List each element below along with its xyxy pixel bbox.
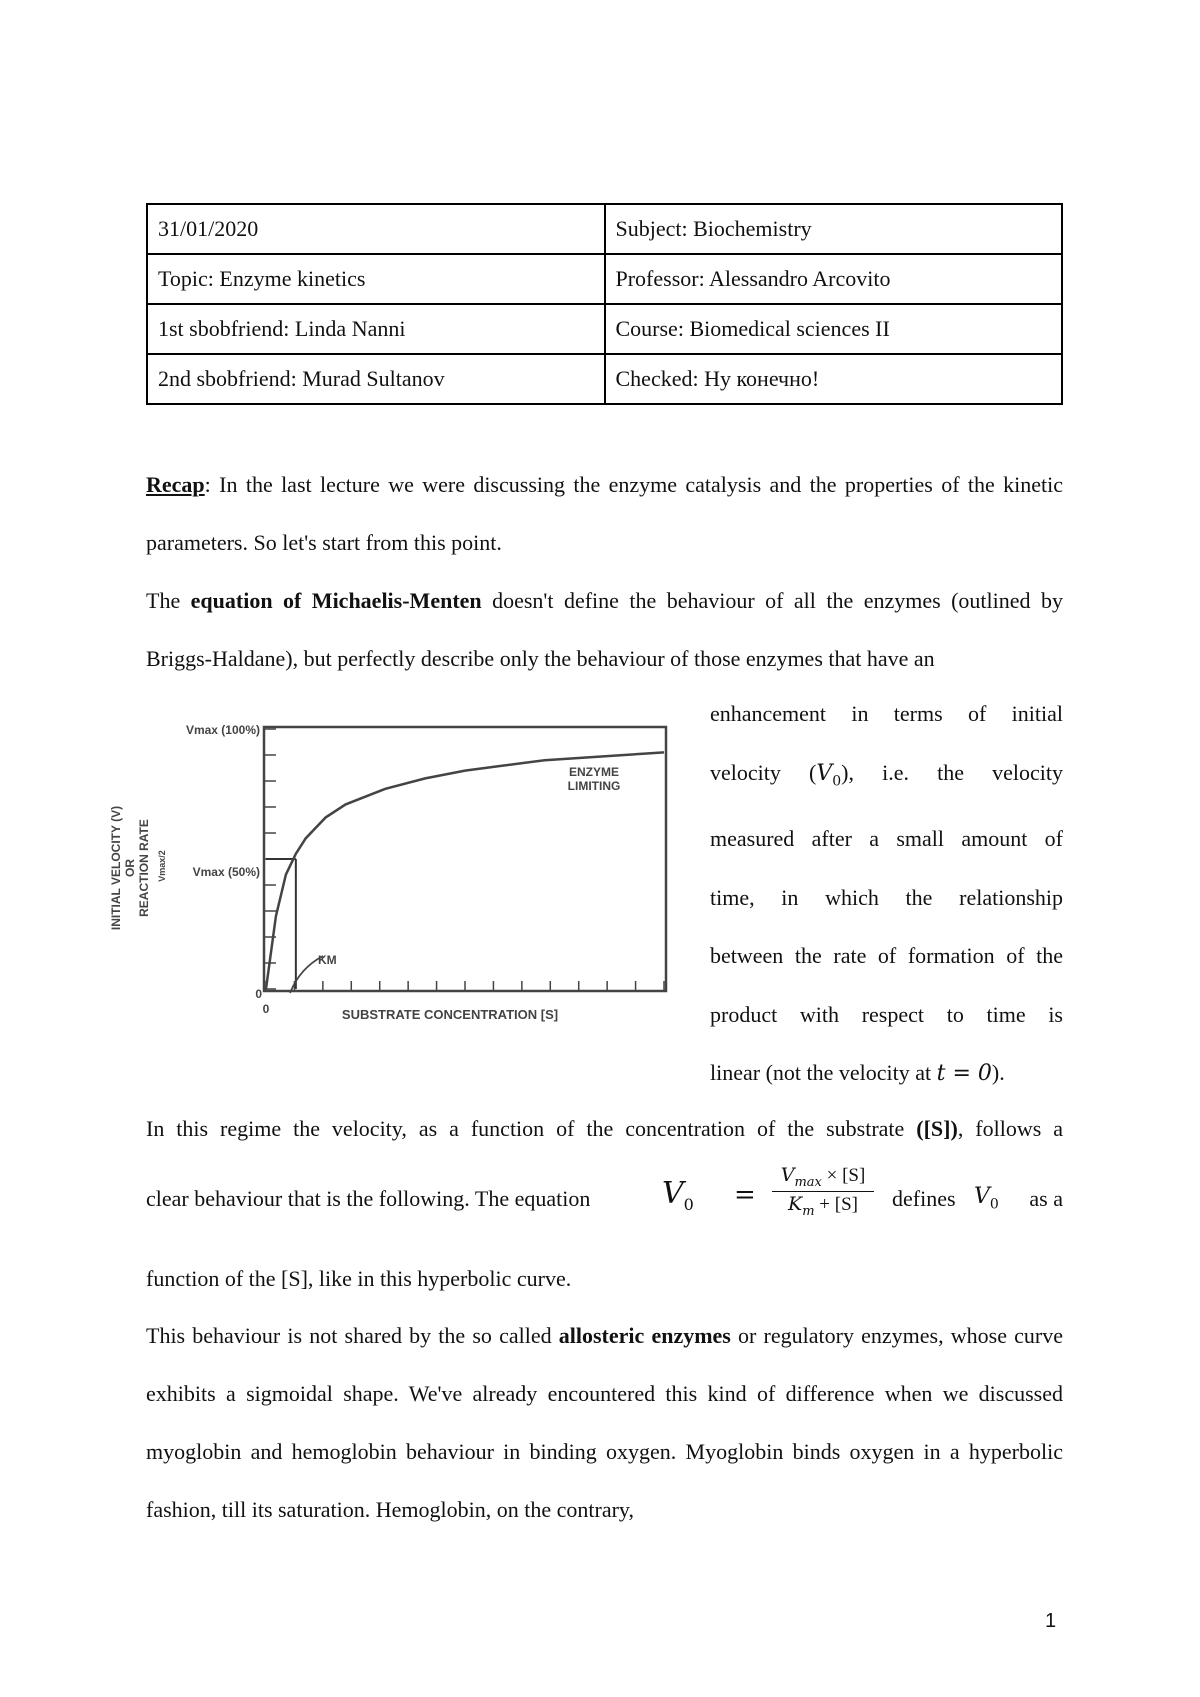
regime-line-2a: clear behaviour that is the following. The equation (146, 1186, 591, 1211)
side-paragraph (710, 685, 1063, 1104)
substrate-symbol: ([S]) (916, 1116, 958, 1141)
regime-line-1: In this regime the velocity, as a function of the concentration of the substrate ([S]), follows a (146, 1116, 1064, 1141)
y-axis-label (109, 806, 151, 930)
side-line-2 (710, 744, 1063, 811)
v0-inline: $V_0$ (974, 1184, 999, 1213)
y-tick-label-vmax: Vmax (100%) (185, 723, 260, 737)
checked-cell: Checked: Ну конечно! (605, 354, 1063, 404)
mm-lead: The (146, 588, 191, 613)
recap-label: Recap (146, 472, 205, 497)
page-number: 1 (1045, 1610, 1057, 1632)
recap-paragraph (146, 456, 1063, 572)
v0-lhs: $V_0$ (662, 1176, 694, 1214)
side-line-4: time, in which the relationship (710, 884, 1063, 910)
side-line-2b: ), i.e. the velocity (841, 759, 1063, 785)
sbobfriend-2-cell: 2nd sbobfriend: Murad Sultanov (147, 354, 605, 404)
michaelis-menten-chart (108, 718, 688, 1038)
topic-cell: Topic: Enzyme kinetics (147, 254, 605, 304)
table-row (147, 304, 1062, 354)
y-tick-label-half: Vmax (50%) (192, 865, 260, 879)
mm-rest: doesn't define the behaviour of all the enzymes (outlined by Briggs-Haldane), but perfectly describe only the behaviour of those enzymes that have an (146, 588, 1063, 671)
mm-bold-term: equation of Michaelis-Menten (190, 588, 482, 613)
table-row (147, 254, 1062, 304)
allosteric-paragraph: This behaviour is not shared by the so called allosteric enzymes or regulatory enzymes, whose curve exhibits a sigmoidal shape. We've already encountered this kind of difference when we discussed myoglobin and hemoglobin behaviour in binding oxygen. Myoglobin binds oxygen in a hyperbolic fashion, till its saturation. Hemoglobin, on the contrary, (146, 1323, 1063, 1522)
table-row (147, 204, 1062, 254)
annotation-enzyme: ENZYME (568, 765, 620, 779)
x-tick-marks (266, 981, 664, 991)
y-axis-label-line-1: INITIAL VELOCITY (V) (109, 805, 123, 931)
y-axis-label-line-2: OR (123, 859, 137, 877)
equation-line (146, 1162, 1063, 1242)
x-axis-label: SUBSTRATE CONCENTRATION [S] (341, 1007, 559, 1022)
regime-line-2b: defines (892, 1186, 956, 1211)
course-cell: Course: Biomedical sciences II (605, 304, 1063, 354)
regime-line-2c: as a (1029, 1186, 1063, 1211)
michaelis-menten-paragraph (146, 572, 1063, 688)
x-tick-label-zero: 0 (262, 1002, 270, 1016)
sbobfriend-1-cell: 1st sbobfriend: Linda Nanni (147, 304, 605, 354)
t-zero-math: t = 0 (936, 1061, 992, 1087)
y-axis-label-line-3: REACTION RATE (137, 819, 151, 917)
equals-sign: = (734, 1180, 756, 1210)
regime-line-3: function of the [S], like in this hyperbolic curve. (146, 1266, 572, 1291)
side-line-7: linear (not the velocity at t = 0). (710, 1060, 1005, 1087)
annotation-limiting: LIMITING (567, 779, 621, 793)
annotation-km: KM (318, 953, 337, 967)
recap-text: : In the last lecture we were discussing the enzyme catalysis and the properties of the kinetic parameters. So let's start from this point. (146, 472, 1063, 555)
side-line-3: measured after a small amount of (710, 826, 1063, 852)
v0-symbol: $V_0$ (816, 760, 842, 789)
y-side-label: Vmax/2 (157, 850, 167, 882)
professor-cell: Professor: Alessandro Arcovito (605, 254, 1063, 304)
side-line-2a: velocity ( (710, 759, 817, 785)
fraction (768, 1164, 878, 1219)
fraction-bar (772, 1191, 874, 1192)
lecture-info-table (146, 203, 1063, 405)
subject-cell: Subject: Biochemistry (605, 204, 1063, 254)
date-cell: 31/01/2020 (147, 204, 605, 254)
y-tick-label-zero: 0 (255, 987, 262, 1001)
numerator: $V_{max} \times [S]$ (780, 1164, 866, 1190)
denominator: $K_m + [S]$ (788, 1192, 858, 1219)
side-line-1: enhancement in terms of initial (710, 701, 1063, 726)
side-line-5: between the rate of formation of the (710, 943, 1063, 969)
table-row (147, 354, 1062, 404)
allosteric-term: allosteric enzymes (558, 1323, 731, 1348)
side-line-6: product with respect to time is (710, 1001, 1063, 1027)
